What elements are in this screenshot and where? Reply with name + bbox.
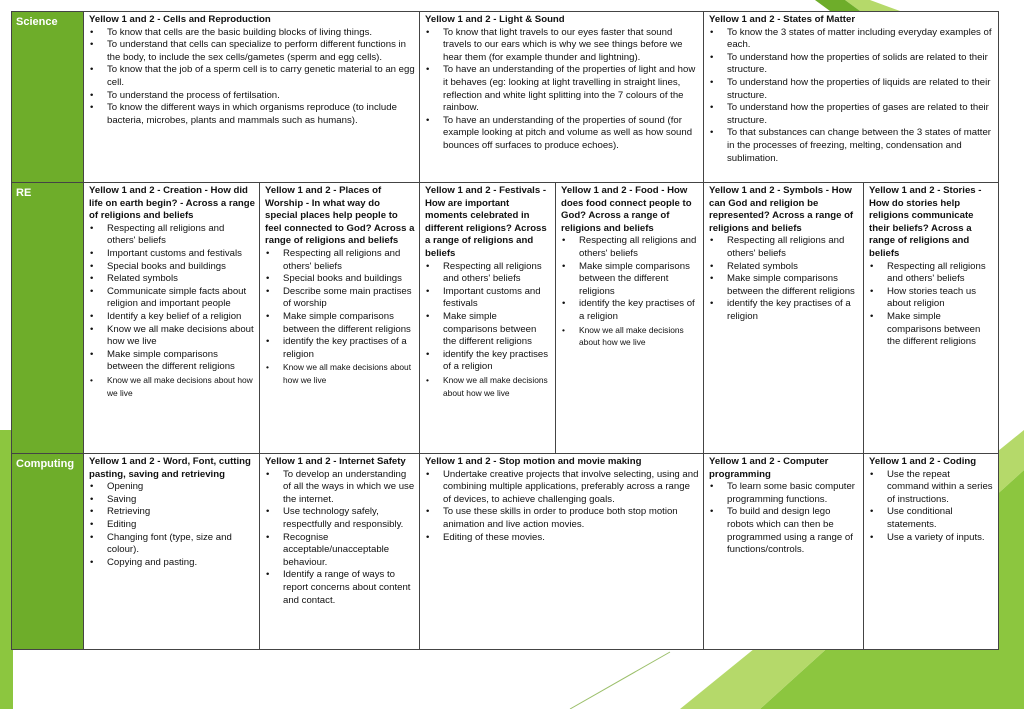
list-item: • Retrieving (107, 506, 255, 519)
cell-title: Yellow 1 and 2 - States of Matter (709, 14, 856, 25)
cell-title: Yellow 1 and 2 - Internet Safety (265, 456, 406, 467)
list-item-small: • Know we all make decisions about how we live (443, 374, 551, 399)
list-item-small: • Know we all make decisions about how we live (579, 324, 699, 349)
list-item: • Special books and buildings (283, 273, 415, 286)
list-item: • Use technology safely, respectfully and responsibly. (283, 506, 415, 531)
list-item: • Recognise acceptable/unacceptable behaviour. (283, 532, 415, 570)
computing-cell (864, 454, 999, 650)
list-item-small: • Know we all make decisions about how we live (283, 361, 415, 386)
re-cell (864, 183, 999, 454)
list-item: • Related symbols (727, 261, 859, 274)
list-item: • Respecting all religions and others' beliefs (579, 235, 699, 260)
list-item: • Use the repeat command within a series of instructions. (887, 469, 994, 507)
list-item: • Related symbols (107, 273, 255, 286)
science-row (12, 12, 999, 183)
cell-title: Yellow 1 and 2 - Food - How does food connect people to God? Across a range of religions and beliefs (561, 185, 692, 234)
list-item: • Saving (107, 494, 255, 507)
item-list (89, 223, 255, 399)
list-item: • Make simple comparisons between the different religions (579, 261, 699, 299)
item-list (709, 481, 859, 557)
item-list (869, 261, 994, 349)
list-item: • To know the 3 states of matter including everyday examples of each. (727, 27, 994, 52)
cell-title: Yellow 1 and 2 - Light & Sound (425, 14, 565, 25)
list-item: • To know that cells are the basic building blocks of living things. (107, 27, 415, 40)
computing-cell (420, 454, 704, 650)
curriculum-table (11, 11, 999, 650)
re-label: RE (12, 183, 84, 454)
list-item: • identify the key practises of a religion (579, 298, 699, 323)
cell-title: Yellow 1 and 2 - Stories - How do stories help religions communicate their beliefs? Across a range of religions and beliefs (869, 185, 982, 259)
list-item: • Communicate simple facts about religion and important people (107, 286, 255, 311)
list-item: • Editing of these movies. (443, 532, 699, 545)
item-list (265, 469, 415, 608)
list-item: • Copying and pasting. (107, 557, 255, 570)
item-list (425, 469, 699, 545)
list-item: • To understand the process of fertilsation. (107, 90, 415, 103)
list-item: • Make simple comparisons between the different religions (443, 311, 551, 349)
list-item: • To understand how the properties of gases are related to their structure. (727, 102, 994, 127)
computing-cell (84, 454, 260, 650)
item-list (89, 481, 255, 569)
list-item: • identify the key practises of a religion (443, 349, 551, 374)
science-label: Science (12, 12, 84, 183)
list-item: • Undertake creative projects that involve selecting, using and combining multiple applications, preferably across a range of devices, to achieve challenging goals. (443, 469, 699, 507)
item-list (425, 27, 699, 153)
cell-title: Yellow 1 and 2 - Computer programming (709, 456, 829, 480)
list-item: • How stories teach us about religion (887, 286, 994, 311)
list-item: • Respecting all religions and others' beliefs (887, 261, 994, 286)
list-item: • Use conditional statements. (887, 506, 994, 531)
list-item: • Make simple comparisons between the different religions (727, 273, 859, 298)
list-item-small: • Know we all make decisions about how we live (107, 374, 255, 399)
list-item: • To know that light travels to our eyes faster that sound travels to our ears which is why we see things before we hear them (for example thunder and lightning). (443, 27, 699, 65)
list-item: • Identify a range of ways to report concerns about content and contact. (283, 569, 415, 607)
list-item: • To that substances can change between the 3 states of matter in the processes of freezing, melting, condensation and sublimation. (727, 127, 994, 165)
cell-title: Yellow 1 and 2 - Coding (869, 456, 977, 467)
re-row (12, 183, 999, 454)
list-item: • Make simple comparisons between the different religions (283, 311, 415, 336)
list-item: • To learn some basic computer programming functions. (727, 481, 859, 506)
list-item: • identify the key practises of a religion (727, 298, 859, 323)
science-cell (704, 12, 999, 183)
science-cell (420, 12, 704, 183)
list-item: • Identify a key belief of a religion (107, 311, 255, 324)
item-list (709, 235, 859, 323)
cell-title: Yellow 1 and 2 - Word, Font, cutting pasting, saving and retrieving (89, 456, 251, 480)
list-item: • Know we all make decisions about how we live (107, 324, 255, 349)
cell-title: Yellow 1 and 2 - Creation - How did life on earth begin? - Across a range of religions and beliefs (89, 185, 255, 222)
item-list (265, 248, 415, 387)
list-item: • identify the key practises of a religion (283, 336, 415, 361)
item-list (709, 27, 994, 166)
computing-cell (260, 454, 420, 650)
cell-title: Yellow 1 and 2 - Places of Worship - In what way do special places help people to feel connected to God? Across a range of religions and beliefs (265, 185, 415, 247)
re-cell (84, 183, 260, 454)
list-item: • To have an understanding of the properties of sound (for example looking at pitch and volume as well as how sound bounces off surfaces to produce echoes). (443, 115, 699, 153)
list-item: • Respecting all religions and others' beliefs (443, 261, 551, 286)
list-item: • Use a variety of inputs. (887, 532, 994, 545)
re-cell (420, 183, 556, 454)
list-item: • To have an understanding of the properties of light and how it behaves (eg: looking at light travelling in straight lines, reflection and white light splitting into the 7 colours of the rainbow. (443, 64, 699, 114)
list-item: • To understand how the properties of solids are related to their structure. (727, 52, 994, 77)
item-list (425, 261, 551, 400)
cell-title: Yellow 1 and 2 - Festivals - How are important moments celebrated in different religions? Across a range of religions and beliefs (425, 185, 547, 259)
list-item: • To understand that cells can specialize to perform different functions in the body, to include the sex cells/gametes (sperm and egg cells). (107, 39, 415, 64)
list-item: • To develop an understanding of all the ways in which we use the internet. (283, 469, 415, 507)
list-item: • Special books and buildings (107, 261, 255, 274)
cell-title: Yellow 1 and 2 - Stop motion and movie making (425, 456, 642, 467)
re-cell (556, 183, 704, 454)
list-item: • Respecting all religions and others' beliefs (283, 248, 415, 273)
cell-title: Yellow 1 and 2 - Cells and Reproduction (89, 14, 271, 25)
list-item: • To build and design lego robots which can then be programmed using a range of functions/controls. (727, 506, 859, 556)
item-list (869, 469, 994, 545)
computing-label: Computing (12, 454, 84, 650)
list-item: • Important customs and festivals (107, 248, 255, 261)
computing-cell (704, 454, 864, 650)
list-item: • Editing (107, 519, 255, 532)
item-list (561, 235, 699, 348)
cell-title: Yellow 1 and 2 - Symbols - How can God and religion be represented? Across a range of religions and beliefs (709, 185, 854, 234)
list-item: • Make simple comparisons between the different religions (887, 311, 994, 349)
list-item: • Important customs and festivals (443, 286, 551, 311)
list-item: • Respecting all religions and others' beliefs (107, 223, 255, 248)
list-item: • Make simple comparisons between the different religions (107, 349, 255, 374)
list-item: • To know the different ways in which organisms reproduce (to include bacteria, microbes, plants and mammals such as humans). (107, 102, 415, 127)
list-item: • Describe some main practises of worship (283, 286, 415, 311)
re-cell (704, 183, 864, 454)
list-item: • Changing font (type, size and colour). (107, 532, 255, 557)
re-cell (260, 183, 420, 454)
science-cell (84, 12, 420, 183)
list-item: • Respecting all religions and others' beliefs (727, 235, 859, 260)
item-list (89, 27, 415, 128)
deco-line (570, 652, 670, 709)
list-item: • To understand how the properties of liquids are related to their structure. (727, 77, 994, 102)
list-item: • To know that the job of a sperm cell is to carry genetic material to an egg cell. (107, 64, 415, 89)
list-item: • To use these skills in order to produce both stop motion animation and live action movies. (443, 506, 699, 531)
computing-row (12, 454, 999, 650)
list-item: • Opening (107, 481, 255, 494)
